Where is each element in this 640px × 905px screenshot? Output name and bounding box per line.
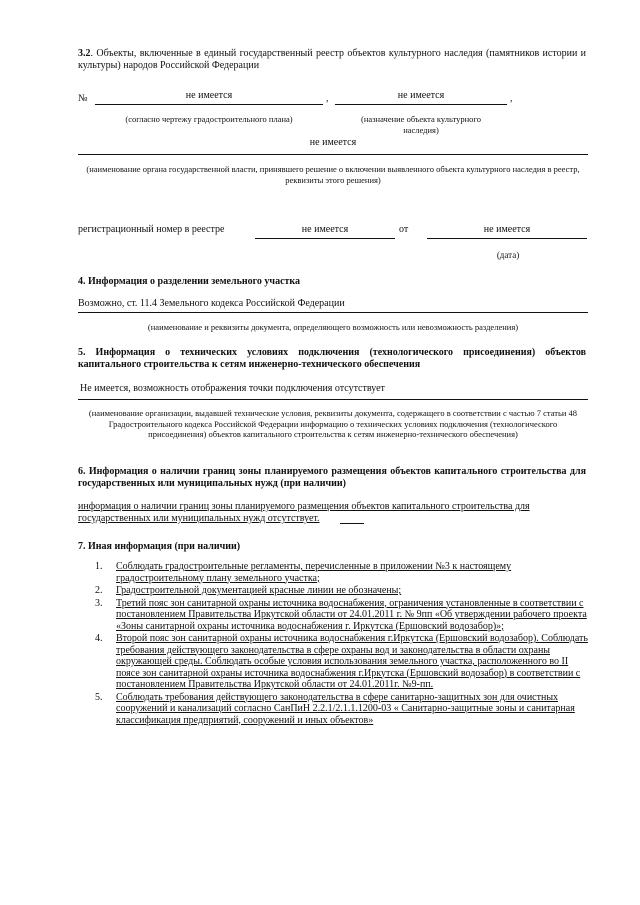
list-item — [78, 561, 588, 584]
date-value: не имеется — [483, 224, 531, 235]
comma-1: , — [326, 93, 329, 104]
caption-object: (назначение объекта культурного наследия) — [361, 114, 481, 135]
list-item-number: 3. — [95, 597, 103, 609]
from-label: от — [399, 224, 409, 235]
section-5-caption: (наименование организации, выдавшей технические условия, реквизиты документа, содержащего в соответствии с частью 7 статьи 48 Градостроительного кодекса Российской Федерации информацию о технических условиях подключения (технологического присоединения) объектов капитального строительства к сетям инженерно-технического обеспечения) — [88, 408, 578, 439]
list-item-text: Второй пояс зон санитарной охраны источника водоснабжения г.Иркутска (Ершовский водозабор). Соблюдать требования действующего законодательства в сфере охраны вод и законодательства в области охраны окружающей среды. Соблюдать особые условия использования земельного участка, расположенного во II поясе зон санитарной охраны источника водоснабжения г.Иркутска (Ершовский водозабор) в соответствии с постановлением Правительства Иркутской области от 24.01.2011г. №9-пп. — [116, 633, 588, 690]
number-label: № — [78, 93, 88, 104]
list-item-number: 4. — [95, 633, 103, 644]
list-item — [78, 633, 588, 691]
registration-label: регистрационный номер в реестре — [78, 224, 225, 235]
section-3-2-heading-text: . Объекты, включенные в единый государственный реестр объектов культурного наследия (памятников истории и культуры) народов Российской Федерации — [78, 48, 586, 71]
section-6-value: информация о наличии границ зоны планируемого размещения объектов капитального строительства для государственных или муниципальных нужд отсутствует. — [78, 501, 530, 524]
list-item-text: Соблюдать требования действующего законодательства в сфере санитарно-защитных зон для очистных сооружений и канализаций согласно СанПиН 2.2.1/2.1.1.1200-03 « Санитарно-защитные зоны и санитарная классификация предприятий, сооружений и иных объектов» — [116, 691, 575, 726]
date-underline — [427, 238, 587, 239]
section-3-2-heading — [78, 48, 586, 72]
registration-underline — [255, 238, 395, 239]
section-7-heading: 7. Иная информация (при наличии) — [78, 541, 241, 552]
object-name-value: не имеется — [397, 90, 445, 101]
object-name-underline — [335, 104, 507, 105]
list-item-number: 1. — [95, 561, 103, 572]
section-4-caption: (наименование и реквизиты документа, определяющего возможность или невозможность разделения) — [147, 322, 519, 332]
section-4-underline — [78, 312, 588, 313]
list-item-number: 5. — [95, 691, 103, 703]
section-6-heading: 6. Информация о наличии границ зоны планируемого размещения объектов капитального строительства для государственных или муниципальных нужд (при наличии) — [78, 466, 586, 489]
authority-underline — [78, 154, 588, 155]
list-item — [78, 598, 588, 633]
list-item-text: Третий пояс зон санитарной охраны источника водоснабжения, ограничения установленные в соответствии с постановлением Правительства Иркутской области от 24.01.2011 г. № 9пп «Об утверждении рабочего проекта «Зоны санитарной охраны источника водоснабжения г. Иркутска (Ершовский водозабор)»; — [116, 597, 587, 632]
list-item-number: 2. — [95, 585, 103, 596]
section-4-value: Возможно, ст. 11.4 Земельного кодекса Российской Федерации — [78, 298, 345, 309]
number-value: не имеется — [185, 90, 233, 101]
registration-value: не имеется — [301, 224, 349, 235]
list-item-text: Соблюдать градостроительные регламенты, перечисленные в приложении №3 к настоящему градостроительному плану земельного участка; — [116, 561, 512, 584]
caption-date: (дата) — [496, 250, 520, 260]
other-info-list — [78, 561, 588, 727]
list-item — [78, 692, 588, 727]
section-5-underline — [78, 399, 588, 400]
section-6-trailing-line — [340, 523, 364, 524]
comma-2: , — [510, 93, 513, 104]
section-3-2-number: 3.2 — [78, 48, 91, 59]
list-item-text: Градостроительной документацией красные линии не обозначены; — [116, 585, 402, 596]
section-5-value: Не имеется, возможность отображения точки подключения отсутствует — [80, 383, 385, 394]
number-underline — [95, 104, 323, 105]
authority-value: не имеется — [309, 137, 357, 148]
section-5-heading: 5. Информация о технических условиях подключения (технологического присоединения) объектов капитального строительства к сетям инженерно-технического обеспечения — [78, 347, 586, 370]
section-4-heading: 4. Информация о разделении земельного участка — [78, 276, 301, 287]
caption-plan: (согласно чертежу градостроительного плана) — [125, 114, 293, 124]
caption-authority: (наименование органа государственной власти, принявшего решение о включении выявленного объекта культурного наследия в реестр, реквизиты этого решения) — [86, 164, 580, 185]
list-item — [78, 585, 588, 597]
